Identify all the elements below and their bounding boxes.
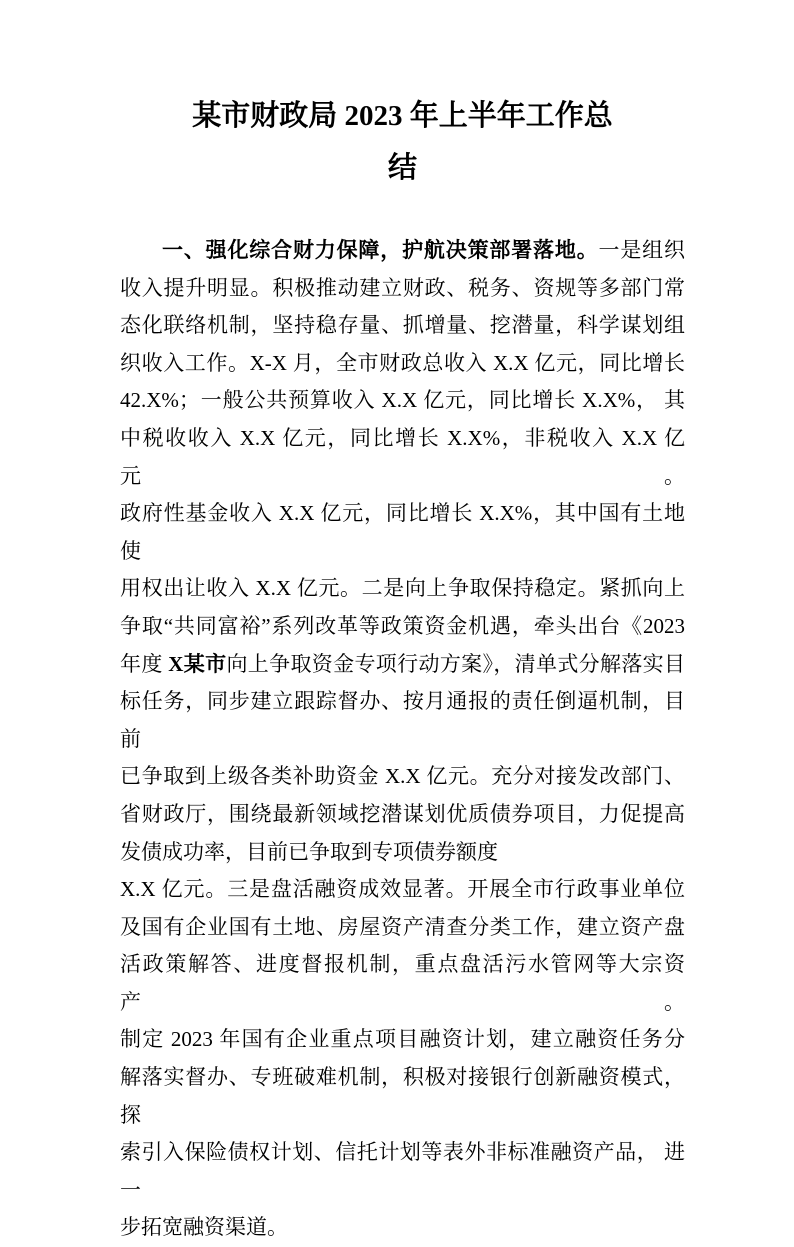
- body-line: [120, 608, 685, 646]
- body-line: [120, 1021, 685, 1059]
- body-text: 标任务，同步建立跟踪督办、按月通报的责任倒逼机制，目前: [120, 689, 685, 751]
- body-line: [120, 1209, 685, 1247]
- body-text: 态化联络机制，坚持稳存量、抓增量、挖潜量，科学谋划组: [120, 313, 685, 338]
- document-title-line-1: 某市财政局 2023 年上半年工作总: [192, 100, 613, 132]
- body-text: 一是组织: [598, 238, 686, 262]
- body-text: X.X 亿元。三是盘活融资成效显著。开展全市行政事业单位: [120, 877, 685, 902]
- body-line: [120, 796, 685, 834]
- body-line: [120, 758, 685, 796]
- body-line: [120, 382, 685, 420]
- body-text: 年度: [120, 651, 169, 676]
- body-text: 制定 2023 年国有企业重点项目融资计划，建立融资任务分: [120, 1027, 685, 1052]
- body-line: [120, 683, 685, 758]
- body-line: [120, 1134, 685, 1209]
- body-text: 中税收收入 X.X 亿元，同比增长 X.X%，非税收入 X.X 亿元。: [120, 425, 685, 488]
- body-text: 收入提升明显。积极推动建立财政、税务、资规等多部门常: [120, 275, 685, 300]
- body-line: [120, 307, 685, 345]
- body-line: [120, 1059, 685, 1134]
- body-line: [120, 270, 685, 308]
- body-line: [120, 834, 685, 872]
- body-text: 政府性基金收入 X.X 亿元，同比增长 X.X%，其中国有土地使: [120, 501, 685, 563]
- body-text: 发债成功率，目前已争取到专项债券额度: [120, 839, 498, 864]
- body-text: 活政策解答、进度督报机制，重点盘活污水管网等大宗资产。: [120, 952, 685, 1014]
- body-text: 争取“共同富裕”系列改革等政策资金机遇，牵头出台《2023: [120, 613, 685, 638]
- body-line: [120, 232, 685, 270]
- document-body: [120, 232, 685, 1247]
- body-line: [120, 946, 685, 1021]
- body-line: [120, 646, 685, 684]
- body-text: 已争取到上级各类补助资金 X.X 亿元。充分对接发改部门、: [120, 764, 685, 789]
- emphasized-text: 一、强化综合财力保障，护航决策部署落地。: [162, 239, 599, 262]
- body-text: 及国有企业国有土地、房屋资产清查分类工作，建立资产盘: [120, 914, 685, 939]
- body-text: 步拓宽融资渠道。: [120, 1215, 288, 1240]
- body-line: [120, 570, 685, 608]
- document-title-line-2: 结: [387, 152, 417, 184]
- body-text: 织收入工作。X-X 月，全市财政总收入 X.X 亿元，同比增长: [120, 350, 685, 375]
- body-text: 42.X%；一般公共预算收入 X.X 亿元，同比增长 X.X%， 其: [120, 388, 685, 413]
- document-title: [120, 90, 685, 194]
- body-line: [120, 345, 685, 383]
- body-text: 向上争取资金专项行动方案》，清单式分解落实目: [226, 651, 686, 676]
- body-line: [120, 420, 685, 495]
- body-text: 解落实督办、专班破难机制，积极对接银行创新融资模式， 探: [120, 1065, 685, 1127]
- body-text: 索引入保险债权计划、信托计划等表外非标准融资产品， 进一: [120, 1140, 685, 1202]
- body-line: [120, 495, 685, 570]
- body-text: 用权出让收入 X.X 亿元。二是向上争取保持稳定。紧抓向上: [120, 576, 685, 601]
- emphasized-text: X某市: [168, 651, 227, 676]
- body-line: [120, 909, 685, 947]
- body-text: 省财政厅，围绕最新领域挖潜谋划优质债券项目，力促提高: [120, 801, 685, 826]
- body-line: [120, 871, 685, 909]
